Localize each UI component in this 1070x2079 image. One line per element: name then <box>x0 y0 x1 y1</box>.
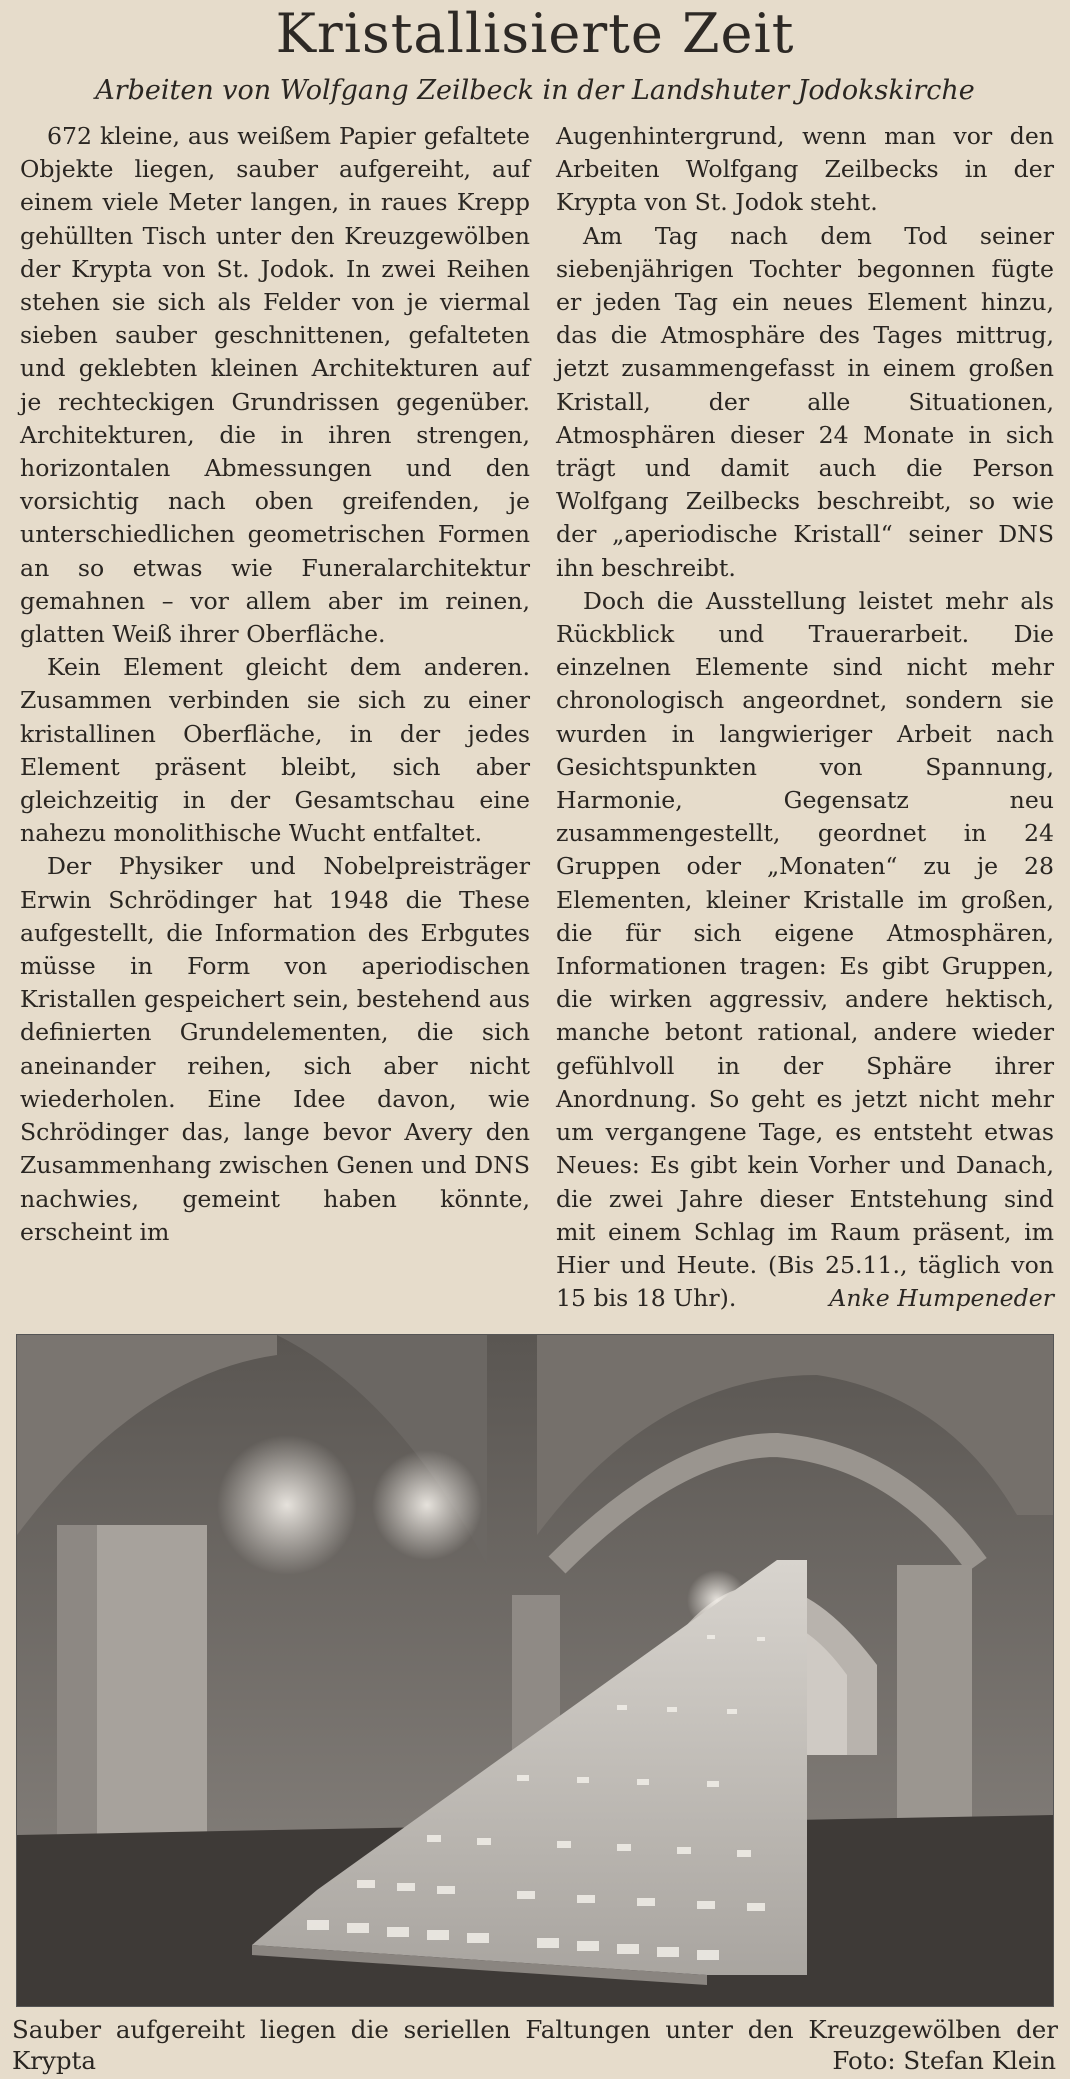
photo-caption: Sauber aufgereiht liegen die seriellen Faltungen unter den Kreuzgewölben der Krypta <box>12 2015 1058 2075</box>
crypt-photo-illustration <box>17 1335 1053 2006</box>
paragraph: Am Tag nach dem Tod seiner siebenjährigen Tochter begonnen fügte er jeden Tag ein neues Element hinzu, das die Atmosphäre des Tages mittrug, jetzt zusammengefasst in einem großen Kristall, der alle Situationen, Atmosphären dieser 24 Monate in sich trägt und damit auch die Person Wolfgang Zeilbecks beschreibt, so wie der „aperiodische Kristall“ seiner DNS ihn beschreibt. <box>556 221 1054 582</box>
paragraph: Der Physiker und Nobelpreisträger Erwin Schrödinger hat 1948 die These aufgestellt, die Information des Erbgutes müsse in Form von aperiodischen Kristallen gespeichert sein, bestehend aus definierten Grundelementen, die sich aneinander reihen, sich aber nicht wiederholen. Eine Idee davon, wie Schrödinger das, lange bevor Avery den Zusammenhang zwischen Genen und DNS nachwies, gemeint haben könnte, erscheint im <box>20 852 530 1246</box>
article-column-left <box>20 120 530 1249</box>
headline: Kristallisierte Zeit <box>275 2 795 65</box>
paragraph: Augenhintergrund, wenn man vor den Arbeiten Wolfgang Zeilbecks in der Krypta von St. Jodok steht. <box>556 122 1054 217</box>
paragraph <box>556 585 1054 1315</box>
subheadline: Arbeiten von Wolfgang Zeilbeck in der Landshuter Jodokskirche <box>95 75 975 106</box>
paragraph: 672 kleine, aus weißem Papier gefaltete Objekte liegen, sauber aufgereiht, auf einem viele Meter langen, in raues Krepp gehüllten Tisch unter den Kreuzgewölben der Krypta von St. Jodok. In zwei Reihen stehen sie sich als Felder von je viermal sieben sauber geschnittenen, gefalteten und geklebten kleinen Architekturen auf je rechteckigen Grundrissen gegenüber. Architekturen, die in ihren strengen, horizontalen Abmessungen und den vorsichtig nach oben greifenden, je unterschiedlichen geometrischen Formen an so etwas wie Funeralarchitektur gemahnen – vor allem aber im reinen, glatten Weiß ihrer Oberfläche. <box>20 122 530 649</box>
paragraph-text: Doch die Ausstellung leistet mehr als Rückblick und Trauerarbeit. Die einzelnen Elemente sind nicht mehr chronologisch angeordnet, sondern sie wurden in langwieriger Arbeit nach Gesichtspunkten von Spannung, Harmonie, Gegensatz neu zusammengestellt, geordnet in 24 Gruppen oder „Monaten“ zu je 28 Elementen, kleiner Kristalle im großen, die für sich eigene Atmosphären, Informationen tragen: Es gibt Gruppen, die wirken aggressiv, andere hektisch, manche betont rational, andere wieder gefühlvoll in der Sphäre ihrer Anordnung. So geht es jetzt nicht mehr um vergangene Tage, es entsteht etwas Neues: Es gibt kein Vorher und Danach, die zwei Jahre dieser Entstehung sind mit einem Schlag im Raum präsent, im Hier und Heute. (Bis 25.11., täglich von 15 bis 18 Uhr). <box>556 586 1054 1313</box>
paragraph: Kein Element gleicht dem anderen. Zusammen verbinden sie sich zu einer kristallinen Oberfläche, in der jedes Element präsent bleibt, sich aber gleichzeitig in der Gesamtschau eine nahezu monolithische Wucht entfaltet. <box>20 653 530 848</box>
crypt-photo <box>16 1334 1054 2007</box>
photo-credit: Foto: Stefan Klein <box>832 2046 1056 2075</box>
author-byline: Anke Humpeneder <box>829 1284 1054 1313</box>
article-column-right <box>556 120 1054 1315</box>
